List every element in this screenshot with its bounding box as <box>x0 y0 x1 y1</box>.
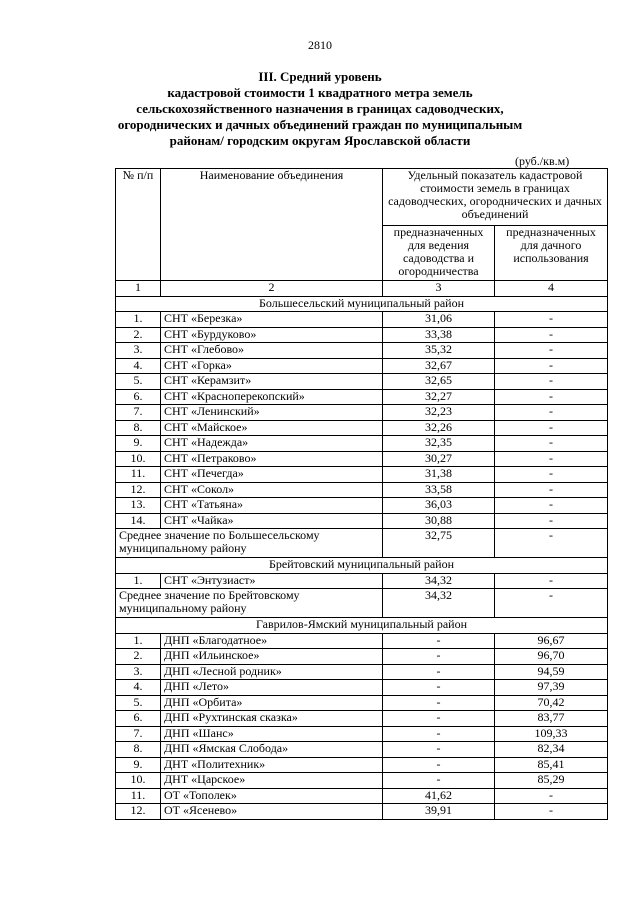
dacha-value: 70,42 <box>495 695 608 711</box>
association-name: ДНТ «Царское» <box>161 773 383 789</box>
garden-value: 31,38 <box>383 467 495 483</box>
association-name: ДНП «Благодатное» <box>161 633 383 649</box>
table-row <box>116 573 608 589</box>
garden-value: 32,23 <box>383 405 495 421</box>
column-number: 4 <box>495 281 608 297</box>
page-number: 2810 <box>308 38 332 52</box>
association-name: СНТ «Чайка» <box>161 513 383 529</box>
average-label: Среднее значение по Брейтовскому муниципальному району <box>116 589 383 618</box>
dacha-value: - <box>495 804 608 820</box>
header-dacha: предназначенных для дачного использования <box>495 226 608 281</box>
dacha-value: - <box>495 513 608 529</box>
table-row <box>116 436 608 452</box>
row-number: 13. <box>116 498 161 514</box>
dacha-value: - <box>495 312 608 328</box>
average-garden-value: 34,32 <box>383 589 495 618</box>
header-indicator: Удельный показатель кадастровой стоимости земель в границах садоводческих, огороднических и дачных объединений <box>383 169 608 226</box>
dacha-value: - <box>495 498 608 514</box>
garden-value: - <box>383 649 495 665</box>
association-name: ДНП «Рухтинская сказка» <box>161 711 383 727</box>
dacha-value: - <box>495 573 608 589</box>
table-row <box>116 513 608 529</box>
row-number: 12. <box>116 482 161 498</box>
garden-value: - <box>383 695 495 711</box>
average-row <box>116 589 608 618</box>
dacha-value: 85,29 <box>495 773 608 789</box>
dacha-value: - <box>495 405 608 421</box>
garden-value: - <box>383 742 495 758</box>
title-line: кадастровой стоимости 1 квадратного метра земель <box>167 85 473 100</box>
table-body <box>116 296 608 819</box>
average-row <box>116 529 608 558</box>
association-name: СНТ «Петраково» <box>161 451 383 467</box>
dacha-value: - <box>495 451 608 467</box>
table-row <box>116 312 608 328</box>
row-number: 3. <box>116 664 161 680</box>
table-row <box>116 773 608 789</box>
garden-value: 32,26 <box>383 420 495 436</box>
garden-value: 32,65 <box>383 374 495 390</box>
table-row <box>116 664 608 680</box>
column-number-row <box>116 281 608 297</box>
association-name: СНТ «Сокол» <box>161 482 383 498</box>
table-row <box>116 788 608 804</box>
row-number: 4. <box>116 358 161 374</box>
table-row <box>116 343 608 359</box>
title-line: сельскохозяйственного назначения в границах садоводческих, <box>136 101 504 116</box>
dacha-value: 96,67 <box>495 633 608 649</box>
section-title: Брейтовский муниципальный район <box>116 558 608 574</box>
dacha-value: - <box>495 389 608 405</box>
row-number: 3. <box>116 343 161 359</box>
table-row <box>116 757 608 773</box>
row-number: 11. <box>116 467 161 483</box>
association-name: СНТ «Березка» <box>161 312 383 328</box>
association-name: ДНП «Лесной родник» <box>161 664 383 680</box>
garden-value: 34,32 <box>383 573 495 589</box>
unit-note: (руб./кв.м) <box>515 154 570 168</box>
dacha-value: 94,59 <box>495 664 608 680</box>
table-row <box>116 711 608 727</box>
row-number: 5. <box>116 374 161 390</box>
garden-value: 32,35 <box>383 436 495 452</box>
association-name: ДНТ «Политехник» <box>161 757 383 773</box>
row-number: 7. <box>116 405 161 421</box>
association-name: ДНП «Ильинское» <box>161 649 383 665</box>
section-row <box>116 618 608 634</box>
table-row <box>116 327 608 343</box>
average-label: Среднее значение по Большесельскому муниципальному району <box>116 529 383 558</box>
association-name: СНТ «Надежда» <box>161 436 383 452</box>
row-number: 1. <box>116 312 161 328</box>
dacha-value: - <box>495 467 608 483</box>
dacha-value: - <box>495 358 608 374</box>
association-name: СНТ «Татьяна» <box>161 498 383 514</box>
association-name: ОТ «Ясенево» <box>161 804 383 820</box>
section-row <box>116 558 608 574</box>
section-title: Гаврилов-Ямский муниципальный район <box>116 618 608 634</box>
header-name: Наименование объединения <box>161 169 383 281</box>
dacha-value: - <box>495 327 608 343</box>
garden-value: 33,58 <box>383 482 495 498</box>
row-number: 6. <box>116 389 161 405</box>
garden-value: 31,06 <box>383 312 495 328</box>
header-num: № п/п <box>116 169 161 281</box>
association-name: СНТ «Горка» <box>161 358 383 374</box>
garden-value: 30,88 <box>383 513 495 529</box>
table-row <box>116 467 608 483</box>
row-number: 1. <box>116 573 161 589</box>
table-row <box>116 405 608 421</box>
garden-value: 32,67 <box>383 358 495 374</box>
table-row <box>116 680 608 696</box>
garden-value: 35,32 <box>383 343 495 359</box>
association-name: ДНП «Шанс» <box>161 726 383 742</box>
title-line: III. Средний уровень <box>258 69 382 84</box>
title-line: районам/ городским округам Ярославской области <box>169 133 471 148</box>
row-number: 6. <box>116 711 161 727</box>
association-name: ДНП «Лето» <box>161 680 383 696</box>
row-number: 1. <box>116 633 161 649</box>
table-row <box>116 633 608 649</box>
garden-value: - <box>383 773 495 789</box>
average-dacha-value: - <box>495 529 608 558</box>
garden-value: - <box>383 680 495 696</box>
association-name: СНТ «Энтузиаст» <box>161 573 383 589</box>
column-number: 2 <box>161 281 383 297</box>
garden-value: 32,27 <box>383 389 495 405</box>
dacha-value: 82,34 <box>495 742 608 758</box>
row-number: 11. <box>116 788 161 804</box>
row-number: 2. <box>116 649 161 665</box>
garden-value: - <box>383 757 495 773</box>
association-name: СНТ «Майское» <box>161 420 383 436</box>
table-row <box>116 649 608 665</box>
table-row <box>116 358 608 374</box>
dacha-value: - <box>495 436 608 452</box>
table-row <box>116 482 608 498</box>
association-name: ДНП «Ямская Слобода» <box>161 742 383 758</box>
row-number: 9. <box>116 757 161 773</box>
table-row <box>116 742 608 758</box>
table-row <box>116 695 608 711</box>
garden-value: 36,03 <box>383 498 495 514</box>
garden-value: 39,91 <box>383 804 495 820</box>
row-number: 8. <box>116 742 161 758</box>
association-name: СНТ «Ленинский» <box>161 405 383 421</box>
row-number: 8. <box>116 420 161 436</box>
association-name: СНТ «Печегда» <box>161 467 383 483</box>
garden-value: 33,38 <box>383 327 495 343</box>
row-number: 12. <box>116 804 161 820</box>
section-title: Большесельский муниципальный район <box>116 296 608 312</box>
section-row <box>116 296 608 312</box>
row-number: 4. <box>116 680 161 696</box>
garden-value: 41,62 <box>383 788 495 804</box>
association-name: СНТ «Глебово» <box>161 343 383 359</box>
garden-value: - <box>383 726 495 742</box>
garden-value: - <box>383 664 495 680</box>
garden-value: 30,27 <box>383 451 495 467</box>
table-row <box>116 726 608 742</box>
row-number: 5. <box>116 695 161 711</box>
column-number: 1 <box>116 281 161 297</box>
title-line: огороднических и дачных объединений граждан по муниципальным <box>117 117 523 132</box>
average-garden-value: 32,75 <box>383 529 495 558</box>
dacha-value: - <box>495 420 608 436</box>
table-row <box>116 374 608 390</box>
header-row <box>116 169 608 226</box>
garden-value: - <box>383 711 495 727</box>
association-name: СНТ «Красноперекопский» <box>161 389 383 405</box>
row-number: 14. <box>116 513 161 529</box>
association-name: СНТ «Керамзит» <box>161 374 383 390</box>
header-garden: предназначенных для ведения садоводства и огородничества <box>383 226 495 281</box>
dacha-value: - <box>495 788 608 804</box>
table-row <box>116 389 608 405</box>
row-number: 10. <box>116 773 161 789</box>
dacha-value: - <box>495 343 608 359</box>
dacha-value: - <box>495 374 608 390</box>
row-number: 2. <box>116 327 161 343</box>
table-row <box>116 804 608 820</box>
document-title <box>110 69 530 149</box>
average-dacha-value: - <box>495 589 608 618</box>
association-name: ОТ «Тополек» <box>161 788 383 804</box>
dacha-value: 96,70 <box>495 649 608 665</box>
cadastral-value-table <box>115 168 608 820</box>
dacha-value: 85,41 <box>495 757 608 773</box>
row-number: 7. <box>116 726 161 742</box>
row-number: 9. <box>116 436 161 452</box>
dacha-value: 97,39 <box>495 680 608 696</box>
association-name: СНТ «Бурдуково» <box>161 327 383 343</box>
table-row <box>116 451 608 467</box>
dacha-value: 83,77 <box>495 711 608 727</box>
association-name: ДНП «Орбита» <box>161 695 383 711</box>
table-row <box>116 420 608 436</box>
dacha-value: 109,33 <box>495 726 608 742</box>
dacha-value: - <box>495 482 608 498</box>
row-number: 10. <box>116 451 161 467</box>
column-number: 3 <box>383 281 495 297</box>
garden-value: - <box>383 633 495 649</box>
table-row <box>116 498 608 514</box>
